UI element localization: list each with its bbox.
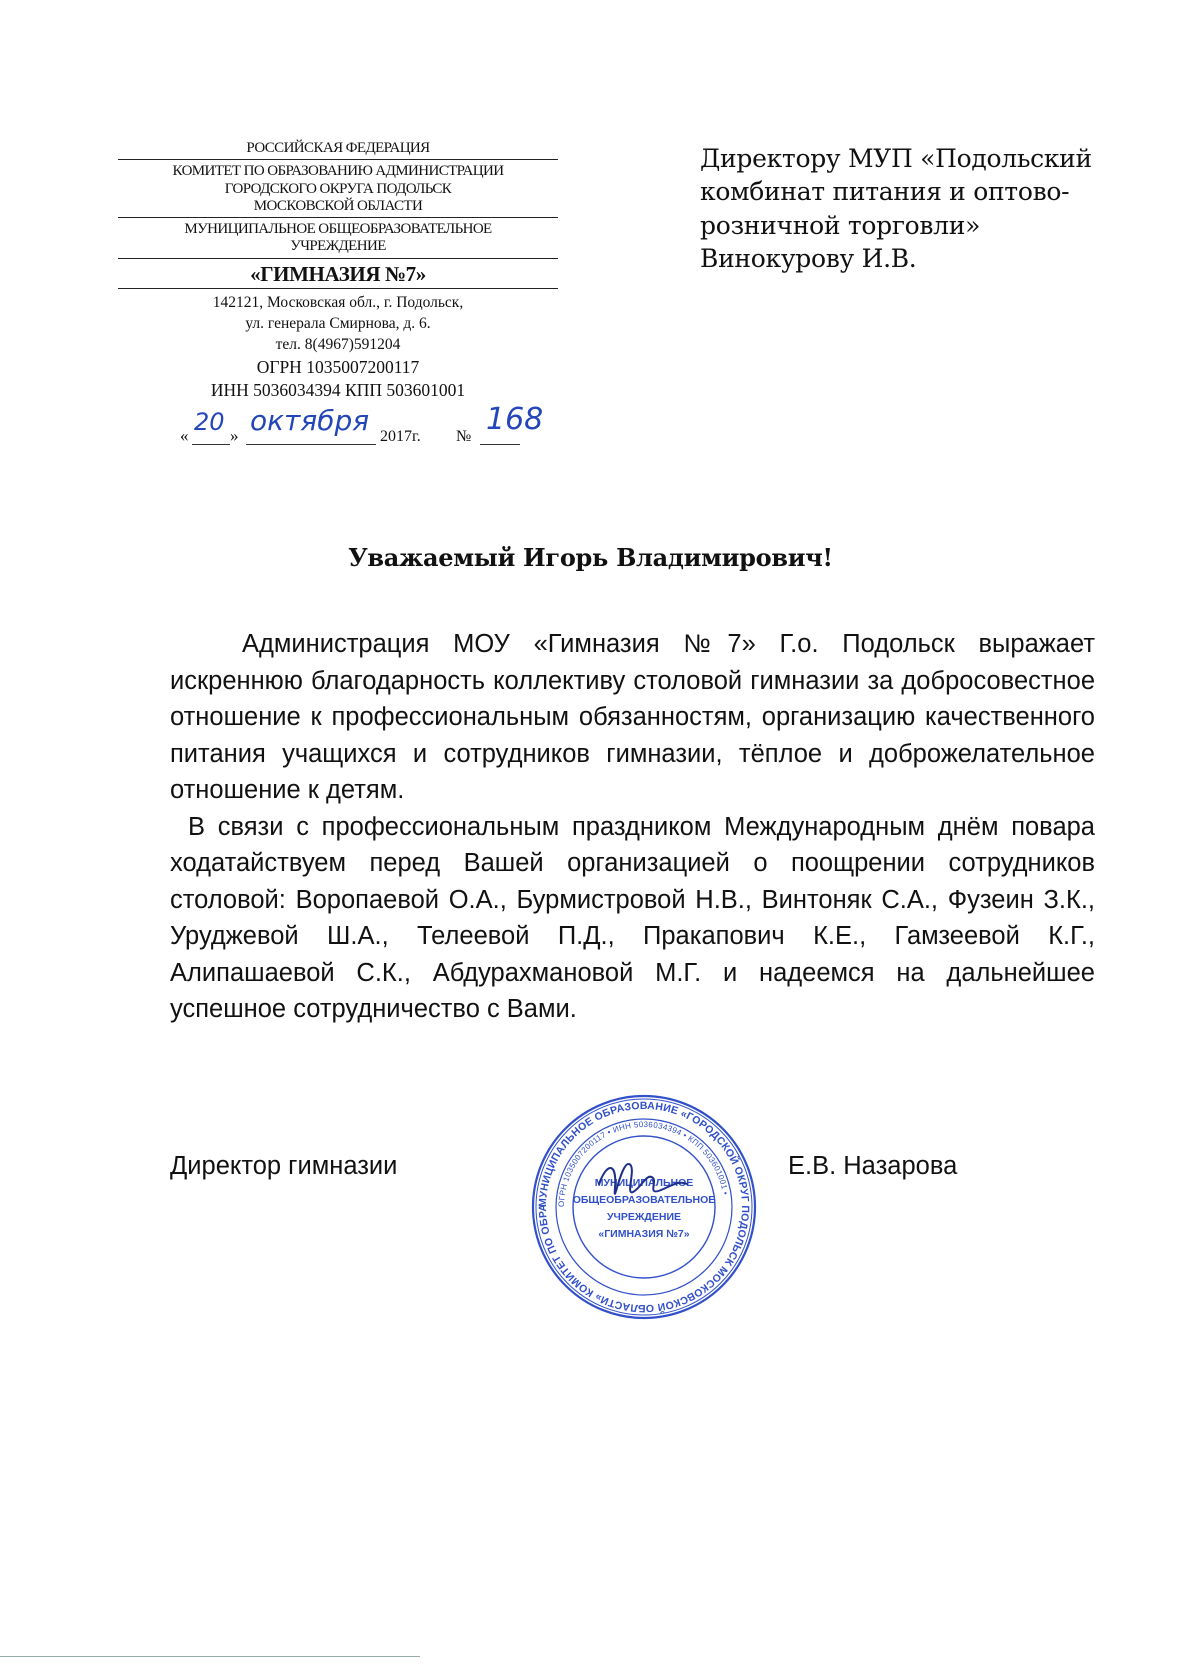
date-month-underline: [246, 444, 376, 445]
letterhead-institution-line1: МУНИЦИПАЛЬНОЕ ОБЩЕОБРАЗОВАТЕЛЬНОЕ: [184, 221, 492, 237]
stamp-center-line4: «ГИМНАЗИЯ №7»: [598, 1228, 690, 1240]
salutation: Уважаемый Игорь Владимирович!: [348, 543, 833, 572]
letterhead-institution-line2: УЧРЕЖДЕНИЕ: [290, 238, 386, 255]
stamp-seal-icon: [529, 1092, 759, 1322]
stamp-center-line2: ОБЩЕОБРАЗОВАТЕЛЬНОЕ: [572, 1194, 716, 1206]
signature-name: Е.В. Назарова: [788, 1152, 958, 1180]
letterhead-ogrn: ОГРН 1035007200117: [256, 356, 420, 377]
letterhead-committee-line1: КОМИТЕТ ПО ОБРАЗОВАНИЮ АДМИНИСТРАЦИИ: [172, 163, 504, 180]
stamp-center-line1: МУНИЦИПАЛЬНОЕ: [594, 1177, 694, 1189]
letterhead-committee-line3: МОСКОВСКОЙ ОБЛАСТИ: [253, 197, 423, 214]
date-number-line: [180, 402, 560, 450]
date-day-handwritten: 20: [194, 408, 225, 436]
official-stamp: [529, 1092, 759, 1322]
letterhead-divider: [118, 159, 558, 160]
letterhead-country: РОССИЙСКАЯ ФЕДЕРАЦИЯ: [246, 140, 430, 156]
addressee-line4: Винокурову И.В.: [700, 243, 917, 273]
date-close-quote: »: [230, 426, 239, 445]
letter-body: [170, 626, 1095, 1028]
body-paragraph-2: В связи с профессиональным праздником Международным днём повара ходатайствуем перед Вашей организацией о поощрении сотрудников столовой: Воропаевой О.А., Бурмистровой Н.В., Винтоняк С.А., Фузеин З.К., Уруджевой Ш.А., Телеевой П.Д., Пракапович К.Е., Гамзеевой К.Г., Алипашаевой С.К., Абдурахмановой М.Г. и надеемся на дальнейшее успешное сотрудничество с Вами.: [170, 812, 1095, 1023]
letterhead-divider: [118, 258, 558, 259]
body-paragraph-1: Администрация МОУ «Гимназия №7» Г.о. Подольск выражает искреннюю благодарность коллективу столовой гимназии за добросовестное отношение к профессиональным обязанностям, организацию качественного питания учащихся и сотрудников гимназии, тёплое и доброжелательное отношение к детям.: [170, 630, 1095, 804]
addressee-line2: комбинат питания и оптово-: [700, 177, 1070, 207]
letterhead-address-line1: 142121, Московская обл., г. Подольск,: [212, 293, 464, 311]
document-number-handwritten: 168: [486, 402, 544, 437]
letterhead: [118, 140, 558, 401]
letterhead-divider: [118, 288, 558, 289]
signature-title: Директор гимназии: [170, 1152, 398, 1180]
letterhead-address-line2: ул. генерала Смирнова, д. 6.: [245, 315, 431, 333]
addressee-line1: Директору МУП «Подольский: [700, 144, 1092, 173]
stamp-inner-ring: ОГРН 1035007200117 • ИНН 5036034394 • КПП 503601001 •: [556, 1119, 731, 1208]
addressee-block: [700, 142, 1100, 275]
letterhead-school-name: «ГИМНАЗИЯ №7»: [250, 261, 426, 286]
date-year: 2017г.: [380, 428, 421, 445]
letterhead-committee-line2: ГОРОДСКОГО ОКРУГА ПОДОЛЬСК: [224, 180, 452, 197]
letterhead-divider: [118, 217, 558, 218]
letterhead-inn-kpp: ИНН 5036034394 КПП 503601001: [210, 379, 466, 400]
addressee-line3: розничной торговли»: [700, 210, 981, 240]
stamp-center-line3: УЧРЕЖДЕНИЕ: [606, 1211, 682, 1223]
document-number-label: №: [456, 428, 472, 445]
scan-edge-line: [0, 1656, 420, 1657]
stamp-outer-ring: МУНИЦИПАЛЬНОЕ ОБРАЗОВАНИЕ «ГОРОДСКОЙ ОКРУГ ПОДОЛЬСК МОСКОВСКОЙ ОБЛАСТИ» КОМИТЕТ ПО ОБРА: [536, 1099, 752, 1315]
date-open-quote: «: [180, 426, 189, 445]
date-month-handwritten: октября: [250, 404, 370, 437]
document-number-underline: [480, 444, 520, 445]
date-day-underline: [192, 444, 230, 445]
letterhead-phone: тел. 8(4967)591204: [275, 336, 401, 354]
